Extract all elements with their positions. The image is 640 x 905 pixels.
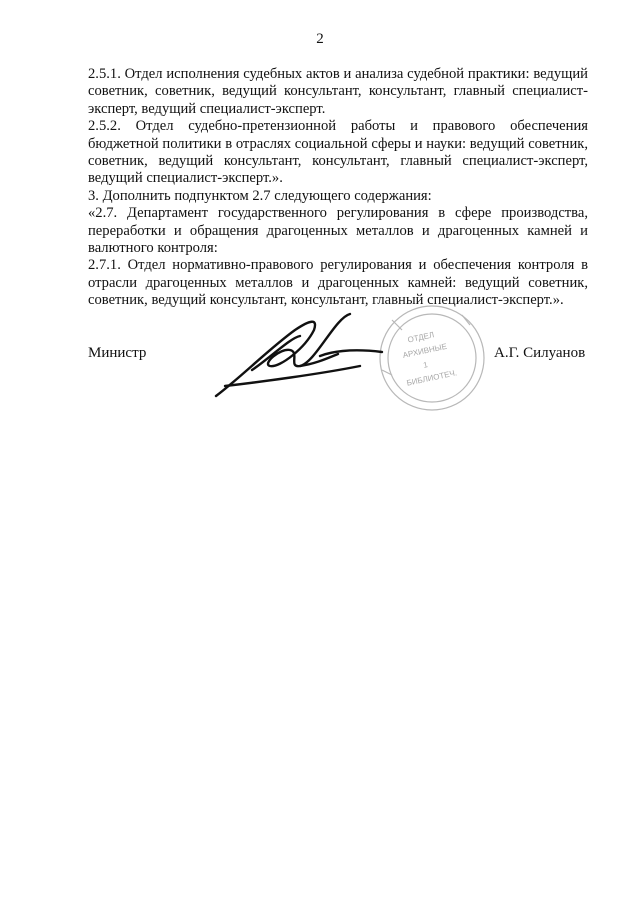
svg-text:ОТДЕЛ: ОТДЕЛ xyxy=(406,330,435,345)
svg-text:АРХИВНЫЕ: АРХИВНЫЕ xyxy=(401,341,448,360)
paragraph-3: 3. Дополнить подпунктом 2.7 следующего содержания: xyxy=(88,187,432,204)
svg-text:БИБЛИОТЕЧ.: БИБЛИОТЕЧ. xyxy=(405,368,458,388)
svg-text:1: 1 xyxy=(422,360,429,370)
minister-signature xyxy=(200,308,390,403)
document-body xyxy=(88,66,588,310)
page-number: 2 xyxy=(316,31,324,47)
paragraph-2-5-1: 2.5.1. Отдел исполнения судебных актов и анализа судебной практики: ведущий советник, советник, ведущий консультант, консультант, главный специалист-эксперт, ведущий специалист-эксперт. xyxy=(88,66,588,117)
paragraph-2-5-2: 2.5.2. Отдел судебно-претензионной работы и правового обеспечения бюджетной политики в отраслях социальной сферы и науки: ведущий советник, советник, ведущий консультант, консультант, главный специалист-эксперт, ведущий специалист-эксперт.». xyxy=(88,118,588,187)
signatory-name: А.Г. Силуанов xyxy=(494,345,586,361)
paragraph-2-7-1: 2.7.1. Отдел нормативно-правового регулирования и обеспечения контроля в отрасли драгоценных металлов и драгоценных камней: ведущий советник, советник, ведущий консультант, консультант, главный специалист-эксперт.». xyxy=(88,257,588,309)
signatory-title: Министр xyxy=(88,345,147,361)
paragraph-2-7: «2.7. Департамент государственного регулирования в сфере производства, переработки и обращения драгоценных металлов и драгоценных камней и валютного контроля: xyxy=(88,205,588,257)
signature-block xyxy=(0,300,640,430)
